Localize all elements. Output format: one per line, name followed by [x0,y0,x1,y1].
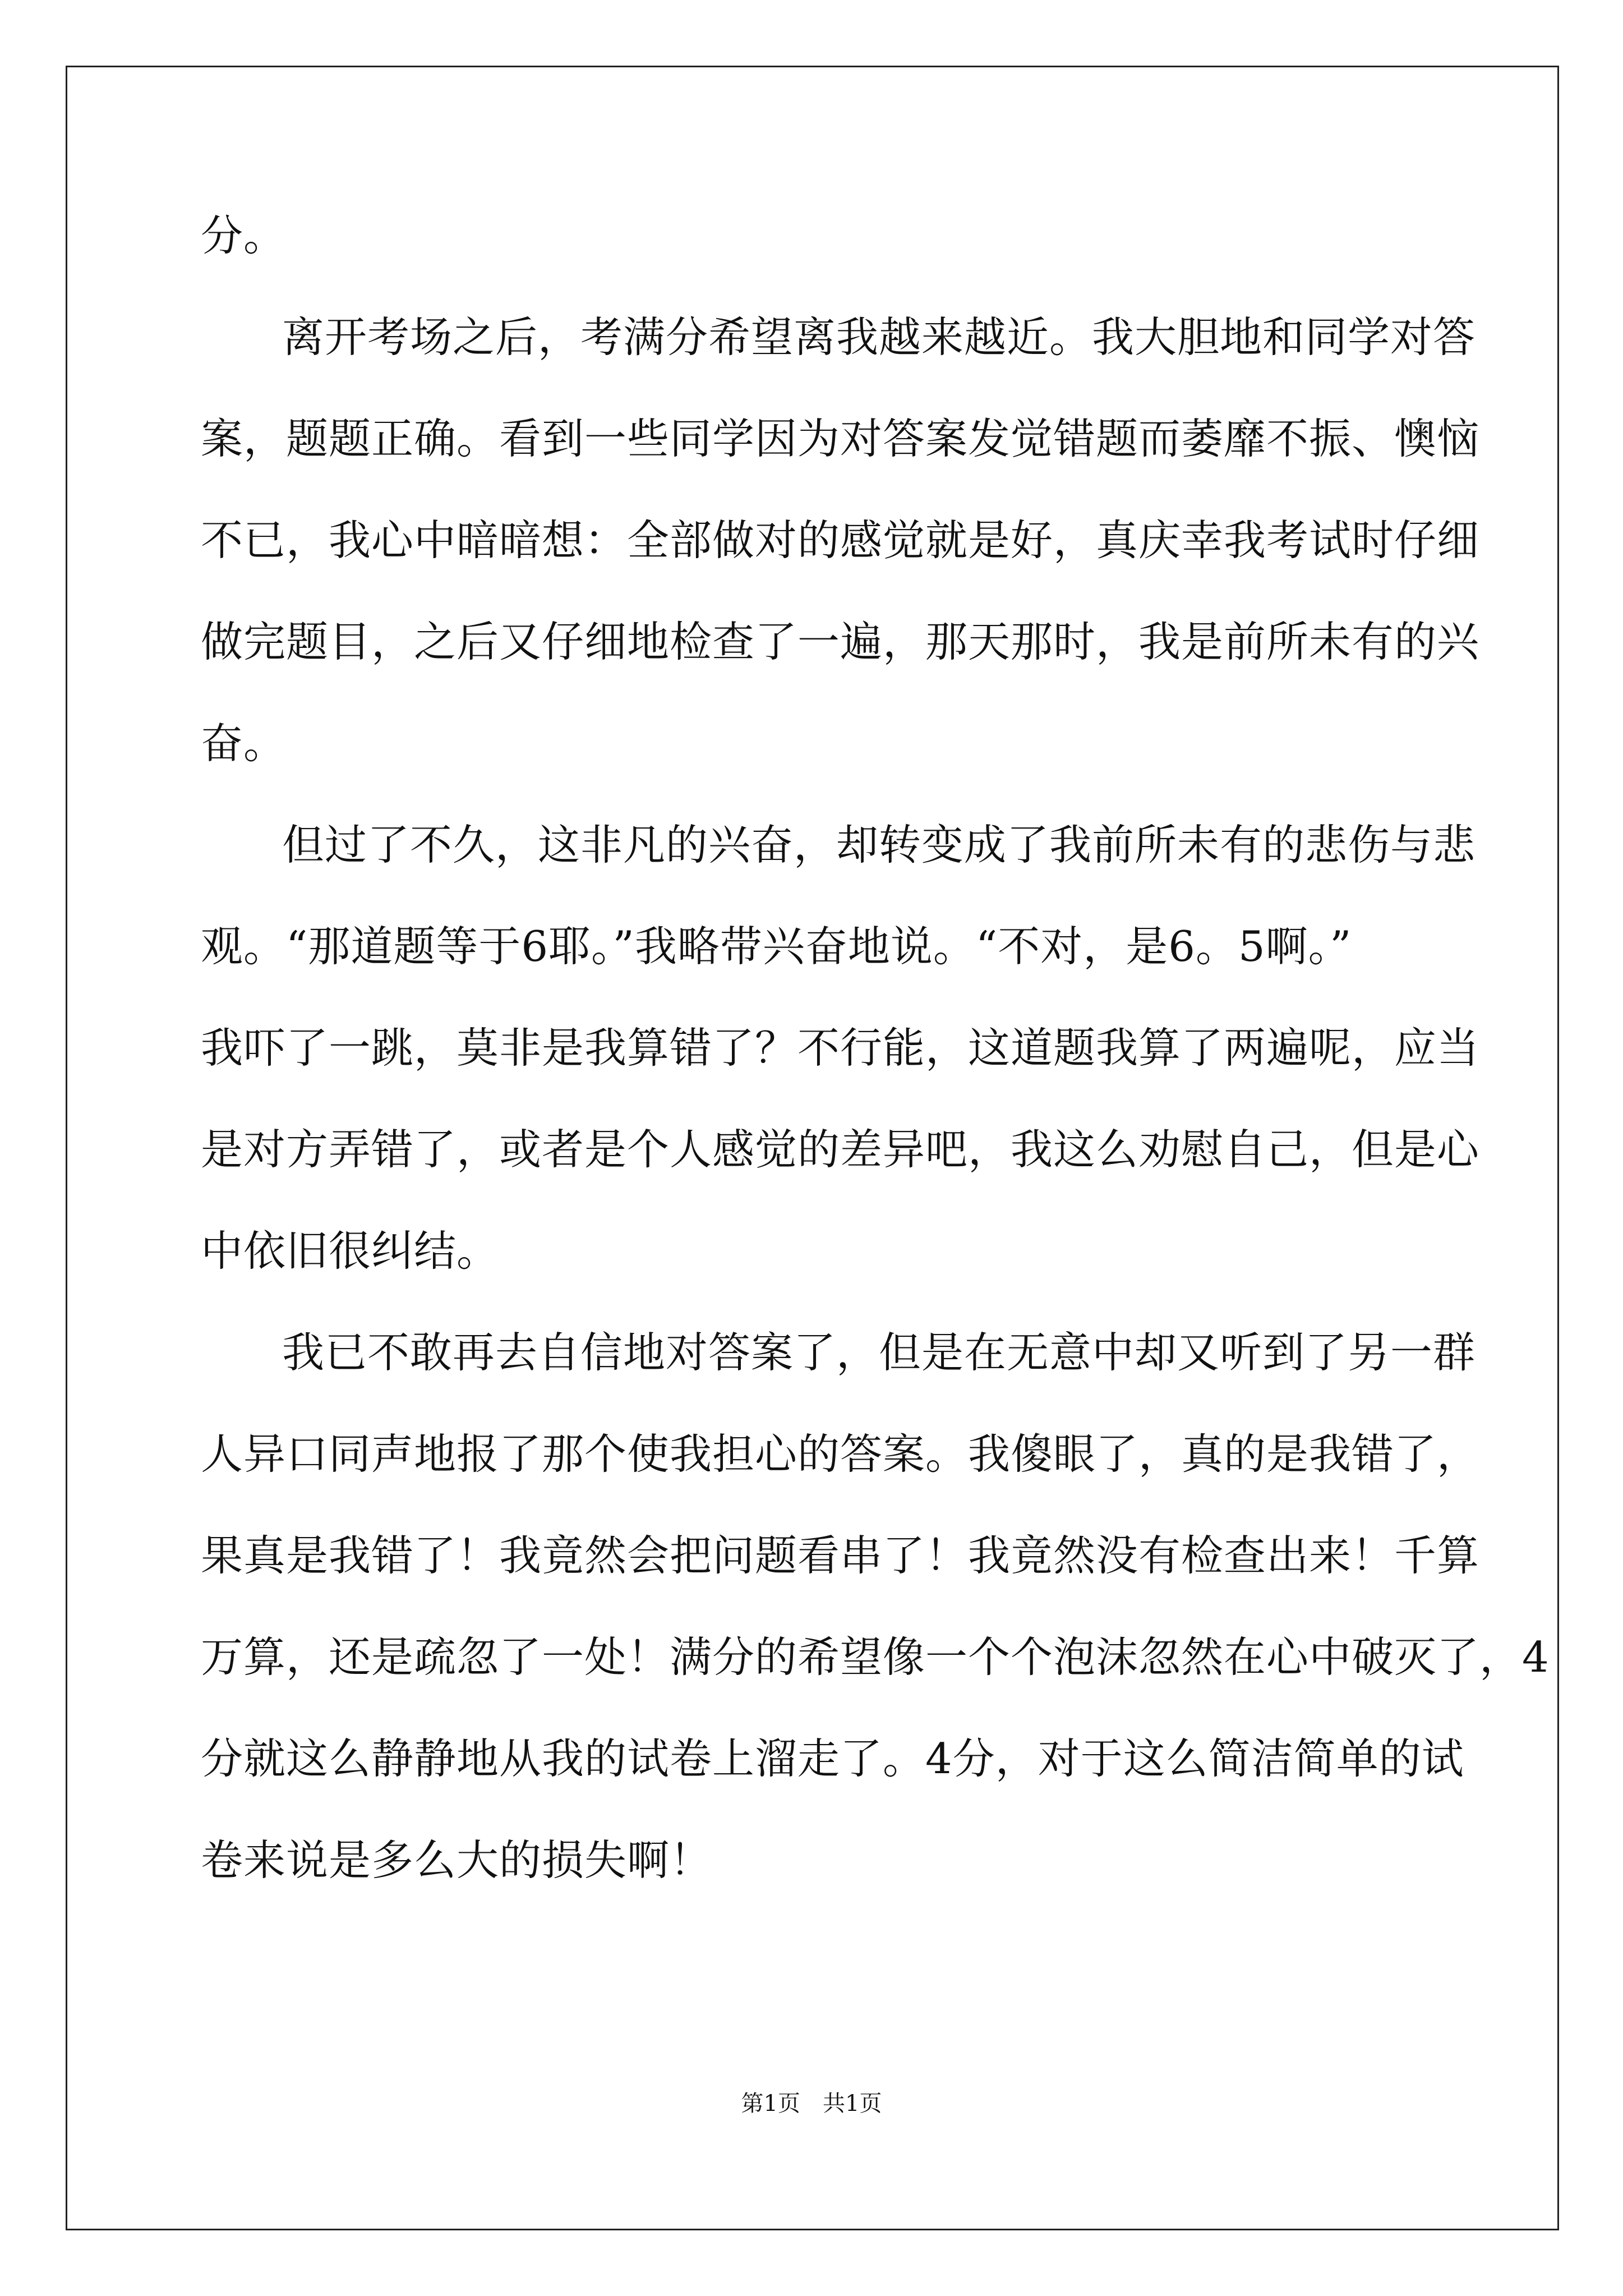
text-line: 是对方弄错了，或者是个人感觉的差异吧，我这么劝慰自己，但是心 [201,1125,1480,1174]
text-line: 万算，还是疏忽了一处！满分的希望像一个个泡沫忽然在心中破灭了，4 [201,1632,1550,1682]
text-line: 果真是我错了！我竟然会把问题看串了！我竟然没有检查出来！千算 [201,1531,1480,1580]
text-line: 案，题题正确。看到一些同学因为对答案发觉错题而萎靡不振、懊恼 [201,414,1480,463]
text-line: 观。“那道题等于6耶。”我略带兴奋地说。“不对，是6。5啊。” [201,922,1352,971]
text-line: 做完题目，之后又仔细地检查了一遍，那天那时，我是前所未有的兴 [201,617,1480,666]
text-line: 我吓了一跳，莫非是我算错了？不行能，这道题我算了两遍呢，应当 [201,1023,1480,1073]
text-line: 分就这么静静地从我的试卷上溜走了。4分，对于这么简洁简单的试 [201,1734,1464,1783]
text-line: 不已，我心中暗暗想：全部做对的感觉就是好，真庆幸我考试时仔细 [201,516,1480,565]
text-line: 人异口同声地报了那个使我担心的答案。我傻眼了，真的是我错了， [201,1429,1480,1479]
text-line: 中依旧很纠结。 [201,1226,500,1276]
text-line: 卷来说是多么大的损失啊！ [201,1835,713,1885]
text-line: 但过了不久，这非凡的兴奋，却转变成了我前所未有的悲伤与悲 [282,820,1476,869]
text-line: 奋。 [201,719,287,768]
page-footer: 第1页 共1页 [741,2091,882,2116]
text-line: 我已不敢再去自信地对答案了，但是在无意中却又听到了另一群 [282,1328,1476,1377]
text-line: 离开考场之后，考满分希望离我越来越近。我大胆地和同学对答 [282,312,1476,362]
text-line: 分。 [201,211,287,260]
